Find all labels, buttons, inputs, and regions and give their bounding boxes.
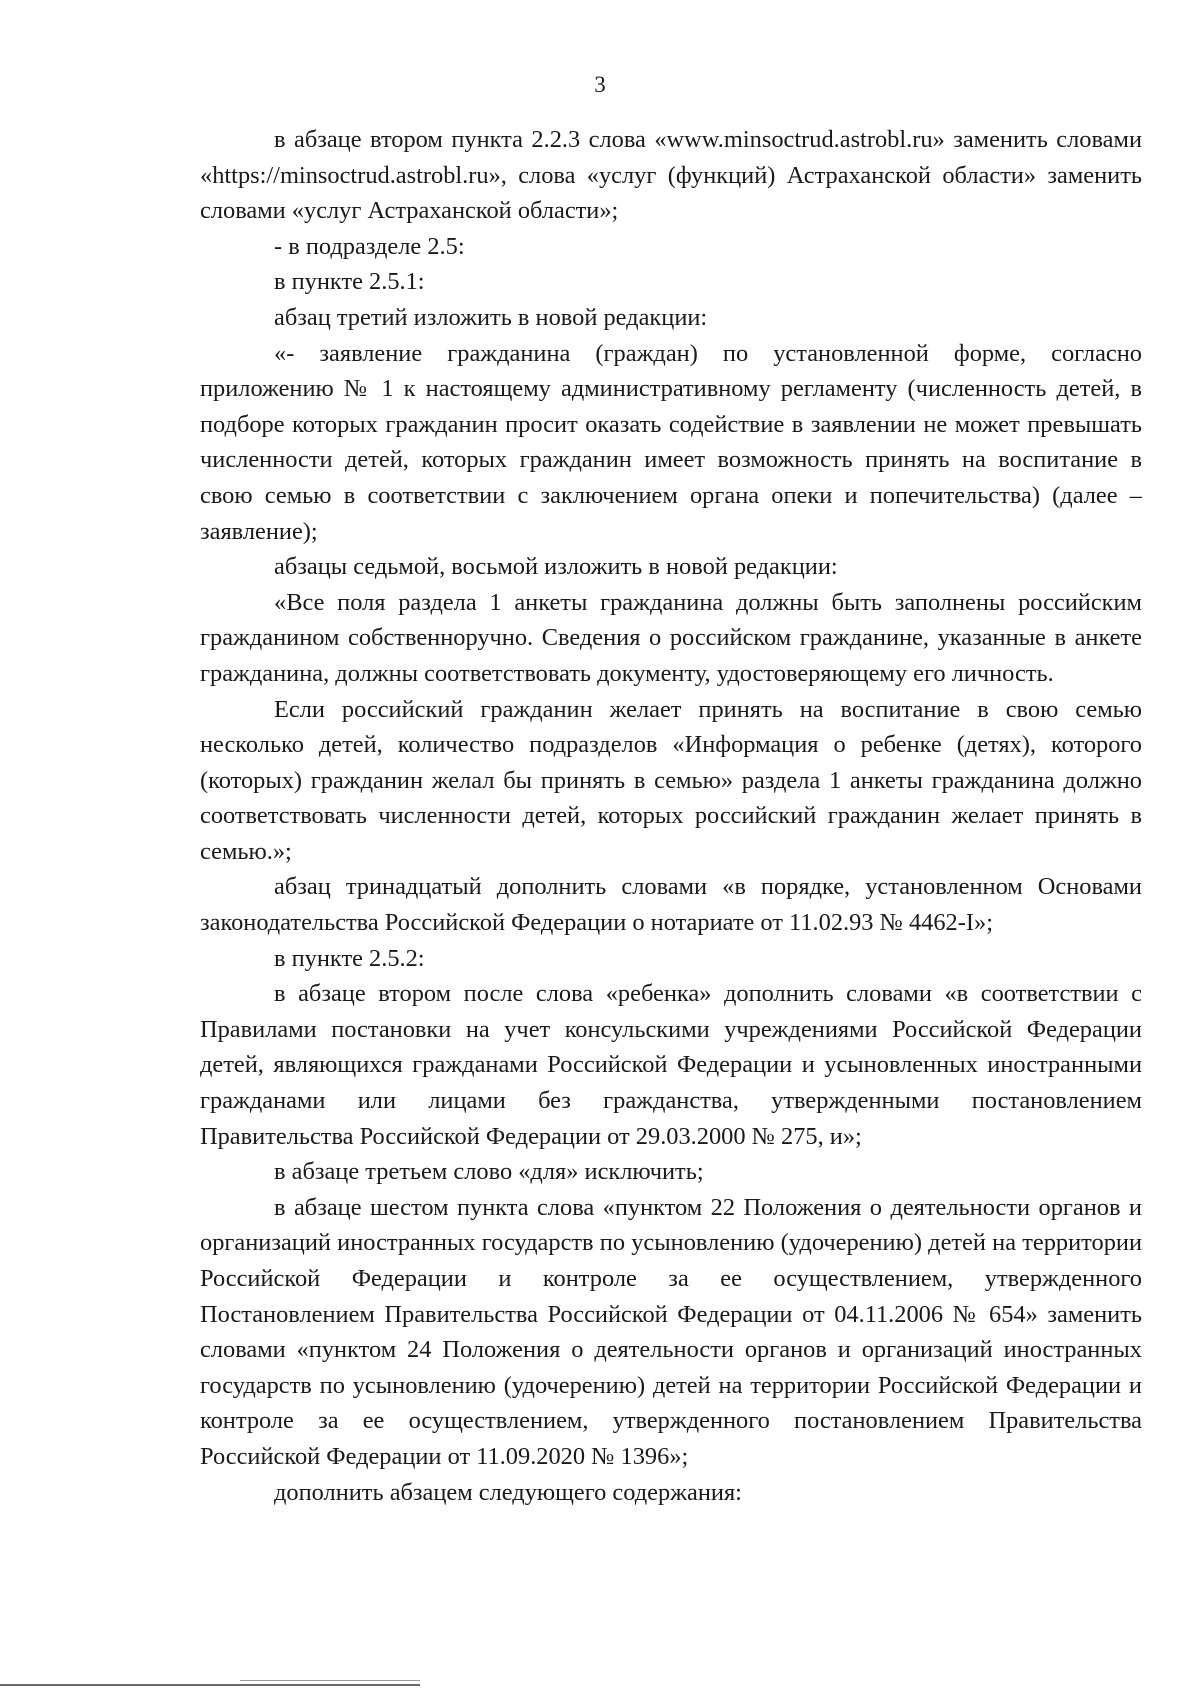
paragraph: Если российский гражданин желает принять на воспитание в свою семью несколько детей, количество подразделов «Информация о ребенке (детях), которого (которых) гражданин желал бы принять в семью» раздела 1 анкеты гражданина должно соответствовать численности детей, которых российский гражданин желает принять в семью.»; [200,695,1142,865]
paragraph: абзацы седьмой, восьмой изложить в новой редакции: [274,553,838,581]
page-number: 3 [594,72,606,97]
paragraph: в абзаце шестом пункта слова «пунктом 22 Положения о деятельности органов и организаций иностранных государств по усыновлению (удочерению) детей на территории Российской Федерации и контроле за ее осуществлением, утвержденного Постановлением Правительства Российской Федерации от 04.11.2006 № 654» заменить словами «пунктом 24 Положения о деятельности органов и организаций иностранных государств по усыновлению (удочерению) детей на территории Российской Федерации и контроле за ее осуществлением, утвержденного постановлением Правительства Российской Федерации от 11.09.2020 № 1396»; [200,1193,1142,1470]
footer-divider-accent [240,1680,420,1681]
paragraph: абзац третий изложить в новой редакции: [274,303,708,331]
paragraph: абзац тринадцатый дополнить словами «в порядке, установленном Основами законодательства Российской Федерации о нотариате от 11.02.93 № 4462-I»; [200,873,1142,937]
paragraph: в пункте 2.5.2: [274,944,425,972]
paragraph: - в подразделе 2.5: [274,232,465,260]
footer-divider [0,1684,420,1686]
paragraph: дополнить абзацем следующего содержания: [274,1478,742,1506]
paragraph: в абзаце третьем слово «для» исключить; [274,1158,704,1186]
document-body [200,122,1142,1510]
paragraph: в абзаце втором пункта 2.2.3 слова «www.minsoctrud.astrobl.ru» заменить словами «https://minsoctrud.astrobl.ru», слова «услуг (функций) Астраханской области» заменить словами «услуг Астраханской области»; [200,126,1142,225]
paragraph: «- заявление гражданина (граждан) по установленной форме, согласно приложению № 1 к настоящему административному регламенту (численность детей, в подборе которых гражданин просит оказать содействие в заявлении не может превышать численности детей, которых гражданин имеет возможность принять на воспитание в свою семью в соответствии с заключением органа опеки и попечительства) (далее – заявление); [200,339,1142,545]
paragraph: в пункте 2.5.1: [274,268,425,296]
paragraph: в абзаце втором после слова «ребенка» дополнить словами «в соответствии с Правилами постановки на учет консульскими учреждениями Российской Федерации детей, являющихся гражданами Российской Федерации и усыновленных иностранными гражданами или лицами без гражданства, утвержденными постановлением Правительства Российской Федерации от 29.03.2000 № 275, и»; [200,980,1142,1150]
paragraph: «Все поля раздела 1 анкеты гражданина должны быть заполнены российским гражданином собственноручно. Сведения о российском гражданине, указанные в анкете гражданина, должны соответствовать документу, удостоверяющему его личность. [200,588,1142,687]
